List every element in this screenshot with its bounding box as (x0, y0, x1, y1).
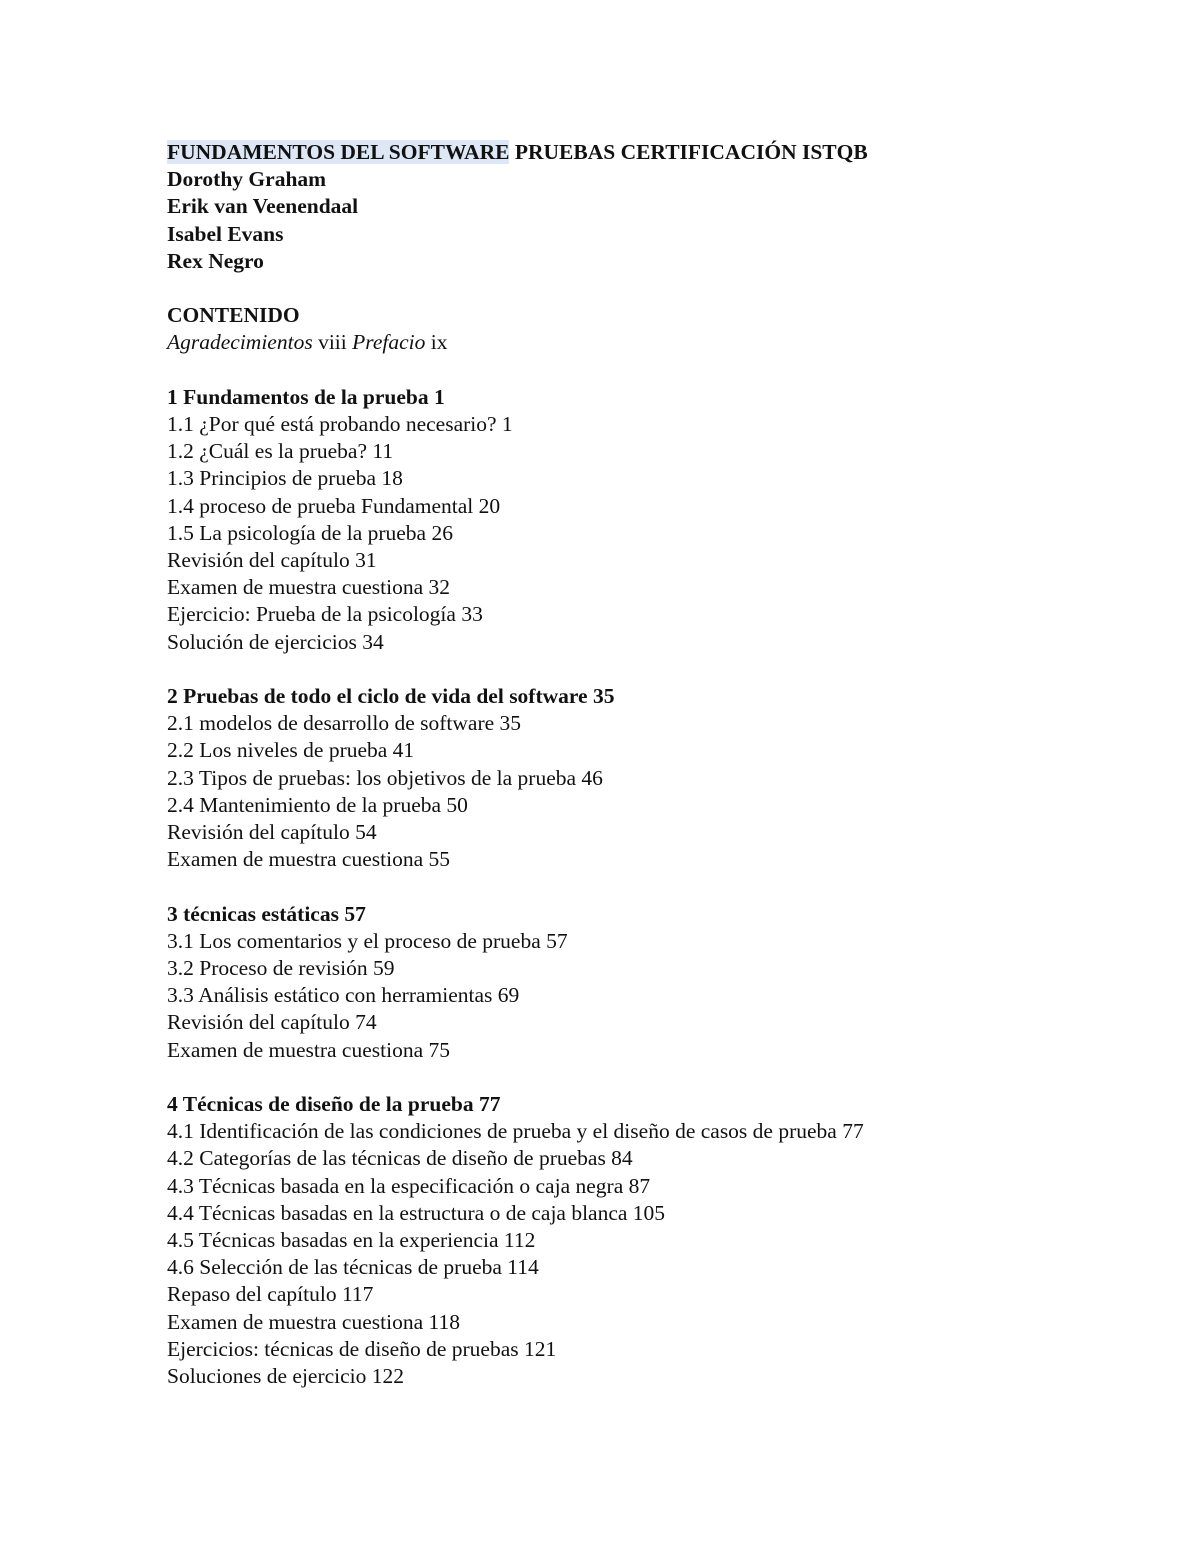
toc-entry: Examen de muestra cuestiona 32 (167, 575, 450, 600)
acknowledgements-page: viii (312, 330, 353, 355)
document-page (167, 139, 1147, 1390)
toc-entry: Solución de ejercicios 34 (167, 629, 384, 654)
toc-entry: 4.5 Técnicas basadas en la experiencia 112 (167, 1228, 536, 1253)
toc-entry: 1.5 La psicología de la prueba 26 (167, 520, 453, 545)
author-name: Dorothy Graham (167, 167, 327, 192)
toc-entry: Revisión del capítulo 31 (167, 548, 377, 573)
chapter-heading: 3 técnicas estáticas 57 (167, 901, 366, 926)
title-highlighted-text: FUNDAMENTOS DEL SOFTWARE (167, 140, 510, 164)
toc-entry: 4.2 Categorías de las técnicas de diseño de pruebas 84 (167, 1146, 633, 1171)
author-name: Isabel Evans (167, 221, 284, 246)
toc-entry: 1.4 proceso de prueba Fundamental 20 (167, 493, 501, 518)
toc-entry: 2.4 Mantenimiento de la prueba 50 (167, 792, 468, 817)
toc-entry: 4.3 Técnicas basada en la especificación o caja negra 87 (167, 1173, 651, 1198)
title-rest-text: PRUEBAS CERTIFICACIÓN ISTQB (509, 140, 868, 164)
table-of-contents (167, 357, 1147, 1391)
preface-label: Prefacio (352, 330, 426, 355)
toc-entry: 2.2 Los niveles de prueba 41 (167, 738, 415, 763)
toc-entry: 2.3 Tipos de pruebas: los objetivos de la prueba 46 (167, 765, 603, 790)
toc-entry: Revisión del capítulo 54 (167, 820, 377, 845)
toc-entry: 3.1 Los comentarios y el proceso de prueba 57 (167, 928, 568, 953)
chapter-heading: 4 Técnicas de diseño de la prueba 77 (167, 1092, 501, 1117)
acknowledgements-label: Agradecimientos (167, 330, 313, 355)
contents-heading: CONTENIDO (167, 303, 300, 328)
author-name: Rex Negro (167, 248, 264, 273)
toc-entry: 3.3 Análisis estático con herramientas 69 (167, 983, 520, 1008)
toc-entry: 1.2 ¿Cuál es la prueba? 11 (167, 439, 394, 464)
front-matter-line (167, 329, 1147, 356)
chapter-heading: 1 Fundamentos de la prueba 1 (167, 384, 445, 409)
toc-entry: 4.6 Selección de las técnicas de prueba 114 (167, 1255, 539, 1280)
author-name: Erik van Veenendaal (167, 194, 359, 219)
toc-entry: Examen de muestra cuestiona 75 (167, 1037, 450, 1062)
toc-entry: Examen de muestra cuestiona 118 (167, 1309, 460, 1334)
preface-page: ix (425, 330, 448, 355)
document-title (167, 139, 1147, 166)
toc-entry: Ejercicio: Prueba de la psicología 33 (167, 602, 483, 627)
toc-entry: Soluciones de ejercicio 122 (167, 1364, 405, 1389)
toc-entry: 4.4 Técnicas basadas en la estructura o de caja blanca 105 (167, 1200, 666, 1225)
toc-entry: 1.1 ¿Por qué está probando necesario? 1 (167, 412, 513, 436)
toc-entry: Revisión del capítulo 74 (167, 1010, 377, 1035)
toc-entry: 2.1 modelos de desarrollo de software 35 (167, 711, 522, 736)
chapter-heading: 2 Pruebas de todo el ciclo de vida del software 35 (167, 684, 615, 709)
toc-entry: 3.2 Proceso de revisión 59 (167, 956, 395, 981)
toc-entry: 1.3 Principios de prueba 18 (167, 466, 403, 491)
toc-entry: Repaso del capítulo 117 (167, 1282, 374, 1307)
toc-entry: 4.1 Identificación de las condiciones de prueba y el diseño de casos de prueba 77 (167, 1119, 864, 1144)
toc-entry: Examen de muestra cuestiona 55 (167, 847, 450, 872)
toc-entry: Ejercicios: técnicas de diseño de pruebas 121 (167, 1336, 557, 1361)
